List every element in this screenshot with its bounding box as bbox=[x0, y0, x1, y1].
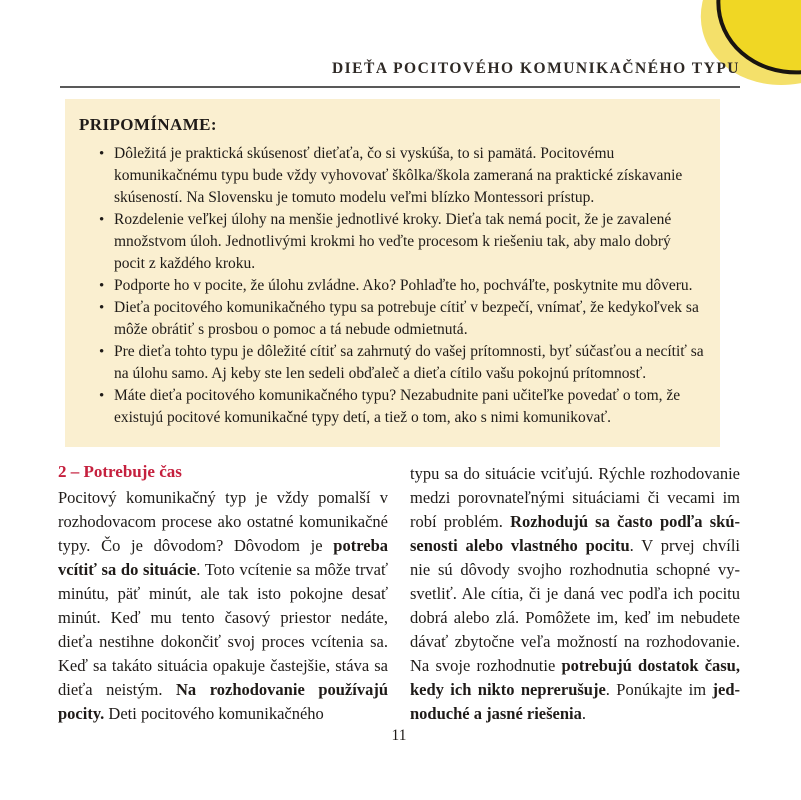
reminder-bullet: • Dôležitá je praktická skúsenosť dieťaťa, čo si vyskúša, to si pamätá. Pocitovému komunikačnému typu bude vždy vyhovovať škôlka/škola zameraná na praktické získavanie skúseností. Na Slovensku je tomuto modelu veľmi blízko Montessori prístup. bbox=[114, 143, 704, 209]
two-column-text bbox=[58, 462, 740, 726]
reminder-bullet: • Podporte ho v pocite, že úlohu zvládne. Ako? Pohlaďte ho, pochváľte, poskytnite mu dôveru. bbox=[114, 275, 704, 297]
left-column-paragraph: Pocitový komunikačný typ je vždy pomalší v rozhodovacom procese ako ostatné komunikačné typy. Čo je dôvodom? Dôvodom je potreba vcítiť sa do situácie. Toto vcítenie sa môže trvať minútu, päť minút, ale tak isto pokojne desať minút. Keď mu tento časový priestor nedáte, dieťa nestihne dokončiť svoj proces vcítenia sa. Keď sa takáto situácia opakuje častejšie, stáva sa dieťa neistým. Na rozhodovanie používajú pocity. Deti pocitového komunikačného bbox=[58, 488, 389, 723]
reminder-bullet: • Dieťa pocitového komunikačného typu sa potrebuje cítiť v bezpečí, vnímať, že kedykoľvek sa môže obrátiť s prosbou o pomoc a tá nebude odmietnutá. bbox=[114, 297, 704, 341]
header-rule bbox=[60, 86, 740, 88]
right-column bbox=[410, 462, 740, 726]
running-header: DIEŤA POCITOVÉHO KOMUNIKAČNÉHO TYPU bbox=[331, 60, 740, 77]
page-number: 11 bbox=[391, 727, 407, 744]
right-column-paragraph: typu sa do situácie vciťujú. Rýchle rozhodovanie medzi porovnateľnými situáciami či vecami im robí problém. Rozhodujú sa často podľa skúsenosti alebo vlastného pocitu. V prvej chvíli nie sú dôvody svojho rozhodnutia schopné vysvetliť. Ale cítia, či je daná vec podľa ich pocitu dobrá alebo zlá. Pomôžete im, keď im nebudete dávať zbytočne veľa možností na rozhodovanie. Na svoje rozhodnutie potrebujú dostatok času, kedy ich nikto neprerušuje. Ponúkajte im jednoduché a jasné riešenia. bbox=[410, 464, 740, 723]
reminder-bullet: • Pre dieťa tohto typu je dôležité cítiť sa zahrnutý do vašej prítomnosti, byť súčasťou a necítiť sa na úlohu samo. Aj keby ste len sedeli obďaleč a dieťa cítilo vašu pokojnú prítomnosť. bbox=[114, 341, 704, 385]
reminder-box bbox=[65, 99, 720, 447]
section-heading: 2 – Potrebuje čas bbox=[58, 462, 182, 481]
reminder-bullet-list bbox=[79, 143, 704, 429]
reminder-bullet: • Máte dieťa pocitového komunikačného typu? Nezabudnite pani učiteľke povedať o tom, že existujú pocitové komunikačné typy detí, a tiež o tom, ako s nimi komunikovať. bbox=[114, 385, 704, 429]
reminder-bullet: • Rozdelenie veľkej úlohy na menšie jednotlivé kroky. Dieťa tak nemá pocit, že je zavalené množstvom úloh. Jednotlivými krokmi ho veďte procesom k riešeniu tak, aby malo dobrý pocit z každého kroku. bbox=[114, 209, 704, 275]
reminder-box-title: PRIPOMÍNAME: bbox=[79, 115, 217, 134]
left-column bbox=[58, 462, 388, 726]
